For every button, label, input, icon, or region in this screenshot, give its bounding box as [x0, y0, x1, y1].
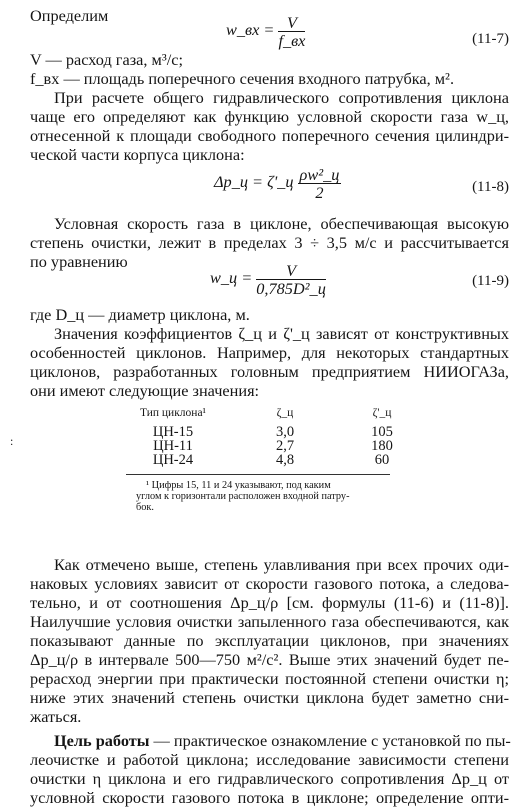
margin-mark: : — [10, 434, 14, 448]
table-footnote: бок. — [136, 502, 154, 513]
text-span: — практическое ознакомление с установкой по пы- — [149, 731, 511, 750]
denominator: 2 — [315, 183, 324, 202]
text-line: по уравнению — [30, 252, 128, 271]
column-header: ζ'_ц — [372, 407, 392, 419]
text-line: циклонов, разработанных головным предприятием НИИОГАЗа, — [30, 362, 509, 381]
text-line: Условная скорость газа в циклоне, обеспечивающая высокую — [54, 214, 509, 233]
section-label: Цель работы — [54, 731, 150, 750]
table-footnote: углом к горизонтали расположен входной патру- — [136, 491, 350, 502]
text-line: где D_ц — диаметр циклона, м. — [30, 305, 250, 324]
text-line: леочистке и работой циклона; исследование зависимости степени — [30, 750, 509, 769]
numerator: ρw²_ц — [299, 165, 340, 184]
text-line: Как отмечено выше, степень улавливания при всех прочих оди- — [54, 555, 509, 574]
text-line: тельно, и от соотношения Δp_ц/ρ [см. формулы (11-6) и (11-8)]. — [30, 593, 509, 612]
formula-11-7 — [226, 14, 305, 49]
equation-number: (11-8) — [472, 179, 509, 195]
formula-lhs: w_вх = — [226, 20, 275, 40]
text-line: показывают данные по эксплуатации циклонов, при значениях — [30, 631, 509, 650]
text-line: f_вх — площадь поперечного сечения входного патрубка, м². — [30, 69, 455, 88]
text-line: ниже этих значений степень очистки циклона будет заметно сни- — [30, 688, 509, 707]
text-line: Наилучшие условия очистки запыленного газа обеспечиваются, как — [30, 612, 509, 631]
formula-11-9 — [210, 262, 326, 297]
text-line: ческой части корпуса циклона: — [30, 145, 245, 164]
table-cell: ЦН-11 — [153, 438, 193, 454]
equation-number: (11-7) — [472, 31, 509, 47]
text-line: особенностей циклонов. Например, для некоторых стандартных — [30, 343, 509, 362]
text-line: они имеют следующие значения: — [30, 381, 260, 400]
table-cell: ЦН-24 — [152, 452, 194, 468]
column-header: ζ_ц — [276, 407, 294, 419]
text-line — [54, 731, 509, 750]
equation-number: (11-9) — [472, 273, 509, 289]
table-footnote: ¹ Цифры 15, 11 и 24 указывают, под каким — [146, 480, 331, 491]
text-line: Определим — [30, 6, 109, 25]
table-cell: ЦН-15 — [152, 424, 194, 440]
text-line: V — расход газа, м³/с; — [30, 50, 183, 69]
text-line: Значения коэффициентов ζ_ц и ζ'_ц зависят от конструктивных — [54, 324, 509, 343]
table-cell: 3,0 — [275, 424, 295, 440]
numerator: V — [278, 14, 305, 32]
denominator: f_вх — [278, 31, 306, 50]
formula-11-8 — [214, 166, 341, 201]
column-header: Тип циклона¹ — [139, 407, 206, 419]
table-row — [117, 425, 423, 439]
formula-lhs: Δp_ц = ζ'_ц — [214, 172, 294, 192]
fraction — [298, 166, 342, 201]
table-cell: 105 — [371, 424, 393, 440]
text-line: Δp_ц/ρ в интервале 500—750 м²/с². Выше этих значений будет пе- — [30, 650, 509, 669]
text-line: При расчете общего гидравлического сопротивления циклона — [54, 88, 509, 107]
table-rule — [126, 474, 390, 475]
text-line: жаться. — [30, 707, 82, 726]
table-cell: 60 — [374, 452, 390, 468]
text-line: чаще его определяют как функцию условной скорости газа w_ц, — [30, 107, 509, 126]
text-line: отнесенной к площади свободного поперечного сечения цилиндри- — [30, 126, 509, 145]
table-row — [117, 439, 423, 453]
table-cell: 4,8 — [275, 452, 295, 468]
text-line: рерасход энергии при практически постоянной степени очистки η; — [30, 669, 509, 688]
text-line: очистки η циклона и его гидравлического сопротивления Δp_ц от — [30, 769, 509, 788]
table-cell: 2,7 — [275, 438, 295, 454]
numerator: V — [256, 262, 326, 280]
table-header-row — [117, 401, 423, 425]
table-cell: 180 — [371, 438, 393, 454]
table-row — [117, 453, 423, 467]
text-line: степень очистки, лежит в пределах 3 ÷ 3,5 м/с и рассчитывается — [30, 233, 509, 252]
text-line: условной скорости газового потока в циклоне; определение опти- — [30, 788, 509, 807]
cyclone-coefficients-table — [117, 401, 423, 467]
denominator: 0,785D²_ц — [256, 279, 326, 298]
formula-lhs: w_ц = — [210, 268, 253, 288]
fraction — [256, 262, 326, 297]
fraction — [278, 14, 305, 49]
text-line: наковых условиях зависит от скорости газового потока, а следова- — [30, 574, 509, 593]
